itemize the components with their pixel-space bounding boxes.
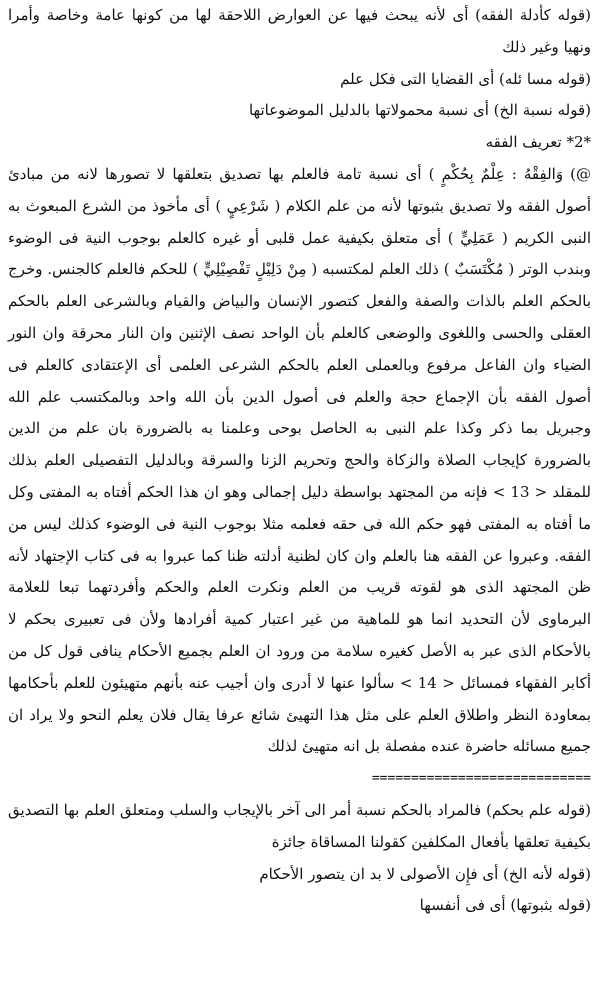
note-bi-thubutiha: (قوله بثبوتها) أى فى أنفسها: [419, 896, 591, 915]
note-nisbah: (قوله نسبة الخ) أى نسبة محمولاتها بالدليل الموضوعاتها: [248, 101, 591, 120]
main-text-paragraph: @) وَالفِقْهُ : عِلْمٌ بِحُكْمٍ ) أى نسبة تامة فالعلم بها تصديق بتعلقها لا تصورها لانه من مبادئ أصول الفقه ولا تصديق بثبوتها لأنه من علم الكلام ( شَرْعِيٍ ) أى مأخوذ من الشرع المبعوث به النبى الكريم ( عَمَلِيٍّ ) أى متعلق بكيفية عمل قلبى أو غيره كالعلم بوجوب النية فى الوضوء وبندب الوتر ( مُكْتَسَبٌ ) ذلك العلم لمكتسبه ( مِنْ دَلِيْلٍ تَفْصِيْلِيٍّ ) للحكم فالعلم كالجنس. وخرج بالحكم العلم بالذات والصفة والفعل كتصور الإنسان والبياض والقيام وبالشرعى العلم بالحكم العقلى والحسى واللغوى والوضعى كالعلم بأن الواحد نصف الإثنين وان النار محرقة وان النور الضياء وان الفاعل مرفوع وبالعملى العلم بالحكم الشرعى العلمى أى الإعتقادى كالعلم فى أصول الفقه بأن الإجماع حجة والعلم فى أصول الدين بأن الله واحد وبالمكتسب علم الله وجبريل بما ذكر وكذا علم النبى به الحاصل بوحى وعلمنا به بالضرورة بان علم من الدين بالضرورة كإيجاب الصلاة والزكاة والحج وتحريم الزنا والسرقة وبالدليل التفصيلى العلم بذلك للمقلد < 13 > فإنه من المجتهد بواسطة دليل إجمالى وهو ان هذا الحكم أفتاه به المفتى وكل ما أفتاه به المفتى فهو حكم الله فى حقه فعلمه مثلا بوجوب النية فى الوضوء كذلك ليس من الفقه. وعبروا عن الفقه هنا بالعلم وان كان لظنية أدلته ظنا كما عبروا به فى كتاب الإجتهاد لأنه ظن المجتهد الذى هو لقوته قريب من العلم ونكرت العلم والحكم وأفردتهما تبعا للعلامة البرماوى لأن التحديد انما هو للماهية من غير اعتبار كمية أفرادها ولأن فى تعبيرى بحكم لا بالأحكام الذى عبر به الأصل كغيره سلامة من ورود ان العلم بجميع الأحكام ينافى قول كل من أكابر الفقهاء فمسائل < 14 > سألوا عنها لا أدرى وان أجيب عنه بأنهم متهيئون للعلم بأحكامها بمعاودة النظر واطلاق العلم على مثل هذا التهيئ شائع عرفا يقال فلان يعلم النحو ولا يراد ان جميع مسائله حاضرة عنده مفصلة بل انه متهيئ لذلك: [8, 164, 592, 756]
note-masailuhu: (قوله مسا ئله) أى القضايا التى فكل علم: [340, 69, 591, 88]
note-li-annahu: (قوله لأنه الخ) أى فإِن الأصولى لا بد ان يتصور الأحكام: [259, 864, 591, 883]
note-adillat-al-fiqh: (قوله كأدلة الفقه) أى لأنه يبحث فيها عن العوارض اللاحقة لها من كونها عامة وخاصة وأمرا ونهيا وغير ذلك: [8, 6, 591, 56]
divider-line: ============================: [371, 771, 591, 787]
section-heading-fiqh-definition: *2* تعريف الفقه: [485, 133, 591, 152]
note-ilm-bi-hukm: (قوله علم بحكم) فالمراد بالحكم نسبة أمر الى آخر بالإيجاب والسلب ومتعلق العلم بها التصديق بكيفية تعلقها بأفعال المكلفين كقولنا المساقاة جائزة: [8, 800, 591, 851]
